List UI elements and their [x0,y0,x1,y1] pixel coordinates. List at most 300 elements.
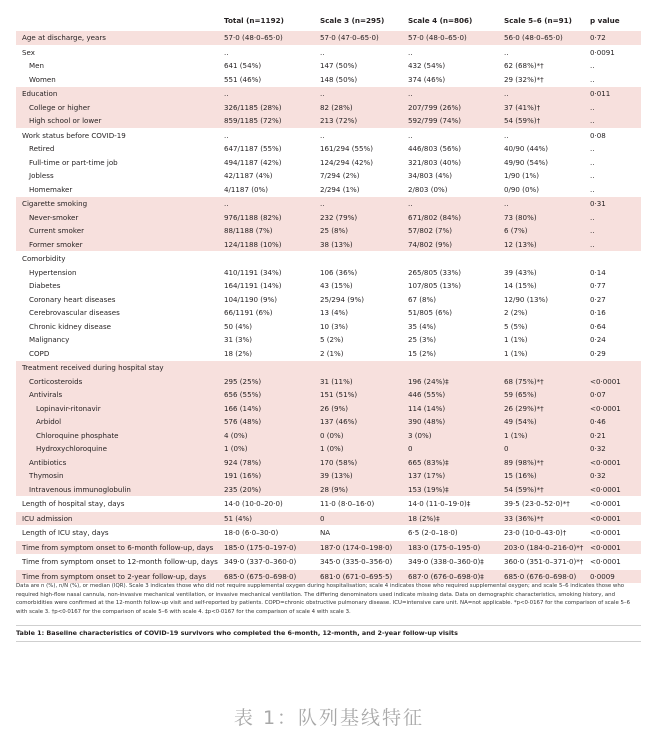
data-cell: .. [408,197,504,211]
data-cell: 59 (65%) [504,388,590,402]
data-cell: 1 (0%) [320,442,408,456]
data-cell: .. [590,238,641,252]
table-row [16,415,641,429]
row-group [16,497,641,512]
row-label: Jobless [16,169,224,183]
data-cell: 137 (46%) [320,415,408,429]
data-cell: 51 (4%) [224,511,320,526]
data-cell: 0·31 [590,197,641,211]
data-cell: 15 (16%) [504,469,590,483]
data-cell: 14 (15%) [504,279,590,293]
data-cell: 494/1187 (42%) [224,156,320,170]
data-cell: 82 (28%) [320,101,408,115]
data-cell: 432 (54%) [408,59,504,73]
data-cell: 31 (11%) [320,375,408,389]
data-cell: 25/294 (9%) [320,293,408,307]
data-cell: 349·0 (337·0–360·0) [224,555,320,570]
table-row [16,361,641,375]
table-row [16,375,641,389]
table-row [16,114,641,128]
data-cell: 25 (8%) [320,224,408,238]
table-row [16,555,641,570]
header-pvalue: p value [590,16,620,25]
row-label: Former smoker [16,238,224,252]
table-row [16,183,641,197]
data-cell: 26 (9%) [320,402,408,416]
data-cell: .. [590,211,641,225]
data-cell: <0·0001 [590,555,641,570]
row-label: Thymosin [16,469,224,483]
table-row [16,333,641,347]
table-frame [16,11,641,642]
data-cell: 151 (51%) [320,388,408,402]
data-cell: 203·0 (184·0–216·0)*† [504,540,590,555]
row-group [16,45,641,87]
data-cell: 187·0 (174·0–198·0) [320,540,408,555]
row-label: Never-smoker [16,211,224,225]
data-cell: 57/802 (7%) [408,224,504,238]
row-label: Chronic kidney disease [16,320,224,334]
data-cell: 924 (78%) [224,456,320,470]
row-group [16,87,641,129]
data-cell [504,252,590,266]
data-cell: .. [504,87,590,101]
data-cell: <0·0001 [590,375,641,389]
row-label: Arbidol [16,415,224,429]
data-cell: 641 (54%) [224,59,320,73]
data-cell: .. [320,87,408,101]
row-group [16,361,641,497]
row-group [16,540,641,555]
data-cell: 6·5 (2·0–18·0) [408,526,504,541]
data-cell: 374 (46%) [408,73,504,87]
data-cell: 10 (3%) [320,320,408,334]
data-cell: 161/294 (55%) [320,142,408,156]
data-cell: 29 (32%)*† [504,73,590,87]
table-row [16,101,641,115]
data-cell: 147 (50%) [320,59,408,73]
data-cell: 166 (14%) [224,402,320,416]
row-label: Work status before COVID-19 [16,128,224,142]
data-cell: 2/294 (1%) [320,183,408,197]
data-cell: 56·0 (48·0–65·0) [504,31,590,46]
row-group [16,569,641,583]
data-cell: 685·0 (676·0–698·0) [504,569,590,583]
data-cell: 107/805 (13%) [408,279,504,293]
table-row [16,156,641,170]
data-cell: 576 (48%) [224,415,320,429]
data-cell: 23·0 (10·0–43·0)† [504,526,590,541]
data-cell: 0·64 [590,320,641,334]
data-cell [408,361,504,375]
data-cell: 28 (9%) [320,483,408,497]
data-cell: 321/803 (40%) [408,156,504,170]
data-cell: 446/803 (56%) [408,142,504,156]
data-cell [408,252,504,266]
data-cell: 265/805 (33%) [408,266,504,280]
table-row [16,456,641,470]
data-cell: 410/1191 (34%) [224,266,320,280]
table-row [16,540,641,555]
data-cell: 1 (1%) [504,347,590,361]
data-cell: 37 (41%)† [504,101,590,115]
row-group [16,31,641,46]
data-cell: 671/802 (84%) [408,211,504,225]
data-cell: 0 (0%) [320,429,408,443]
data-cell: 0·14 [590,266,641,280]
data-cell: 73 (80%) [504,211,590,225]
data-cell: 14·0 (10·0–20·0) [224,497,320,512]
data-cell [504,361,590,375]
data-cell: 124/1188 (10%) [224,238,320,252]
row-label: Time from symptom onset to 2-year follow-up, days [16,569,224,583]
data-cell [320,252,408,266]
data-cell: 0·011 [590,87,641,101]
table-row [16,469,641,483]
header-scale56: Scale 5–6 (n=91) [504,16,572,25]
data-cell: 148 (50%) [320,73,408,87]
data-cell: .. [320,197,408,211]
data-cell [224,361,320,375]
row-label: Hydroxychloroquine [16,442,224,456]
row-label: Sex [16,45,224,59]
data-cell: 0·27 [590,293,641,307]
data-cell: .. [590,101,641,115]
data-cell: 185·0 (175·0–197·0) [224,540,320,555]
data-cell: 25 (3%) [408,333,504,347]
row-label: Treatment received during hospital stay [16,361,224,375]
row-label: ICU admission [16,511,224,526]
table-row [16,211,641,225]
row-label: Men [16,59,224,73]
data-cell [590,361,641,375]
header-cell [16,11,224,31]
data-cell: 681·0 (671·0–695·5) [320,569,408,583]
data-cell: .. [320,128,408,142]
data-cell: 0·29 [590,347,641,361]
data-cell: 89 (98%)*† [504,456,590,470]
row-label: Coronary heart diseases [16,293,224,307]
data-cell: 207/799 (26%) [408,101,504,115]
data-cell: .. [504,128,590,142]
data-cell: 0·46 [590,415,641,429]
row-group [16,511,641,526]
table-row [16,402,641,416]
row-label: Age at discharge, years [16,31,224,46]
data-cell: 1/90 (1%) [504,169,590,183]
data-cell: 38 (13%) [320,238,408,252]
data-cell: 164/1191 (14%) [224,279,320,293]
data-cell: 39·5 (23·0–52·0)*† [504,497,590,512]
data-cell: 66/1191 (6%) [224,306,320,320]
data-cell: .. [590,156,641,170]
data-cell: 0·77 [590,279,641,293]
row-label: Antivirals [16,388,224,402]
row-group [16,252,641,361]
data-cell [320,361,408,375]
data-cell: 3 (0%) [408,429,504,443]
table-row [16,169,641,183]
data-cell: 446 (55%) [408,388,504,402]
data-cell: 170 (58%) [320,456,408,470]
data-cell: 153 (19%)‡ [408,483,504,497]
table-row [16,197,641,211]
data-cell: 18 (2%)‡ [408,511,504,526]
header-total: Total (n=1192) [224,16,284,25]
data-cell: 0 [408,442,504,456]
table-caption: Table 1: Baseline characteristics of COVID-19 survivors who completed the 6-month, 12-month, and 2-year follow-up visits [16,625,641,637]
data-cell: 295 (25%) [224,375,320,389]
data-cell: 0·0009 [590,569,641,583]
data-cell: .. [590,59,641,73]
data-cell: 976/1188 (82%) [224,211,320,225]
data-cell: 68 (75%)*† [504,375,590,389]
header-scale3: Scale 3 (n=295) [320,16,385,25]
row-label: Lopinavir-ritonavir [16,402,224,416]
data-cell: 31 (3%) [224,333,320,347]
table-row [16,429,641,443]
data-cell: 54 (59%)† [504,114,590,128]
data-cell: 345·0 (335·0–356·0) [320,555,408,570]
data-cell: .. [320,45,408,59]
row-label: Chloroquine phosphate [16,429,224,443]
data-cell: 360·0 (351·0–371·0)*† [504,555,590,570]
table-row [16,224,641,238]
table-row [16,87,641,101]
data-cell: 196 (24%)‡ [408,375,504,389]
data-cell: 859/1185 (72%) [224,114,320,128]
data-cell: 4/1187 (0%) [224,183,320,197]
data-cell: 326/1185 (28%) [224,101,320,115]
data-cell: 39 (13%) [320,469,408,483]
row-label: COPD [16,347,224,361]
data-cell: 0·32 [590,469,641,483]
row-label: Education [16,87,224,101]
table-row [16,320,641,334]
table-row [16,279,641,293]
data-cell: 49 (54%) [504,415,590,429]
data-cell: 5 (5%) [504,320,590,334]
data-cell: 390 (48%) [408,415,504,429]
table-row [16,497,641,512]
data-cell: 1 (1%) [504,429,590,443]
row-label: Intravenous immunoglobulin [16,483,224,497]
row-label: Time from symptom onset to 12-month follow-up, days [16,555,224,570]
data-cell: <0·0001 [590,483,641,497]
table-row [16,59,641,73]
data-cell: 4 (0%) [224,429,320,443]
data-cell: .. [590,114,641,128]
data-cell: .. [224,87,320,101]
row-label: Homemaker [16,183,224,197]
data-cell: 13 (4%) [320,306,408,320]
data-cell: 12 (13%) [504,238,590,252]
data-cell: 551 (46%) [224,73,320,87]
data-cell: <0·0001 [590,456,641,470]
data-cell: 67 (8%) [408,293,504,307]
data-cell: 2 (1%) [320,347,408,361]
data-cell: .. [504,45,590,59]
data-cell: 51/805 (6%) [408,306,504,320]
data-cell: 18 (2%) [224,347,320,361]
data-cell: 57·0 (48·0–65·0) [408,31,504,46]
table-row [16,45,641,59]
data-cell: 12/90 (13%) [504,293,590,307]
data-cell: .. [224,128,320,142]
row-label: Antibiotics [16,456,224,470]
data-cell: <0·0001 [590,526,641,541]
data-cell: 1 (1%) [504,333,590,347]
table-row [16,526,641,541]
data-cell: 6 (7%) [504,224,590,238]
row-label: Cerebrovascular diseases [16,306,224,320]
data-cell: .. [408,45,504,59]
data-cell: 57·0 (48·0–65·0) [224,31,320,46]
data-cell: 42/1187 (4%) [224,169,320,183]
data-cell: .. [408,87,504,101]
data-cell: 34/803 (4%) [408,169,504,183]
row-label: Full-time or part-time job [16,156,224,170]
data-cell: 647/1187 (55%) [224,142,320,156]
data-cell: 656 (55%) [224,388,320,402]
row-label: Diabetes [16,279,224,293]
row-group [16,197,641,252]
data-cell: 0 [320,511,408,526]
table-row [16,306,641,320]
data-cell: 1 (0%) [224,442,320,456]
data-cell: NA [320,526,408,541]
data-cell: 0·08 [590,128,641,142]
data-cell: 685·0 (675·0–698·0) [224,569,320,583]
data-cell: 0 [504,442,590,456]
data-cell: 54 (59%)*† [504,483,590,497]
header-scale4: Scale 4 (n=806) [408,16,473,25]
table-row [16,73,641,87]
data-cell: 183·0 (175·0–195·0) [408,540,504,555]
data-cell: <0·0001 [590,497,641,512]
data-cell: 0·16 [590,306,641,320]
data-cell: 39 (43%) [504,266,590,280]
data-cell: 43 (15%) [320,279,408,293]
data-cell: 14·0 (11·0–19·0)‡ [408,497,504,512]
row-label: Cigarette smoking [16,197,224,211]
data-cell: 213 (72%) [320,114,408,128]
data-cell: <0·0001 [590,402,641,416]
row-label: Corticosteroids [16,375,224,389]
data-cell: .. [590,169,641,183]
data-cell [590,252,641,266]
data-cell: .. [224,197,320,211]
data-cell: 74/802 (9%) [408,238,504,252]
table-row [16,266,641,280]
data-cell: 104/1190 (9%) [224,293,320,307]
data-cell: 88/1188 (7%) [224,224,320,238]
data-cell: 232 (79%) [320,211,408,225]
row-label: Women [16,73,224,87]
data-cell: 235 (20%) [224,483,320,497]
table-row [16,511,641,526]
data-cell: 124/294 (42%) [320,156,408,170]
data-cell: 26 (29%)*† [504,402,590,416]
table-row [16,142,641,156]
data-cell: <0·0001 [590,540,641,555]
page-caption: 表 1：队列基线特征 [233,707,425,729]
data-cell: 592/799 (74%) [408,114,504,128]
data-cell: 114 (14%) [408,402,504,416]
table-row [16,31,641,46]
data-cell: .. [504,197,590,211]
row-label: Length of hospital stay, days [16,497,224,512]
data-cell: 665 (83%)‡ [408,456,504,470]
table-header [16,11,641,31]
data-cell: 687·0 (676·0–698·0)‡ [408,569,504,583]
data-cell: .. [224,45,320,59]
data-cell: 2 (2%) [504,306,590,320]
data-cell: 349·0 (338·0–360·0)‡ [408,555,504,570]
data-cell: 11·0 (8·0–16·0) [320,497,408,512]
row-group [16,526,641,541]
table-row [16,442,641,456]
data-cell: 0·32 [590,442,641,456]
row-label: Hypertension [16,266,224,280]
row-label: College or higher [16,101,224,115]
table-row [16,483,641,497]
data-cell: 0/90 (0%) [504,183,590,197]
data-cell: 57·0 (47·0–65·0) [320,31,408,46]
data-cell: 49/90 (54%) [504,156,590,170]
data-cell: 2/803 (0%) [408,183,504,197]
data-cell: <0·0001 [590,511,641,526]
data-cell: 62 (68%)*† [504,59,590,73]
data-cell [224,252,320,266]
data-cell: 33 (36%)*† [504,511,590,526]
row-label: Length of ICU stay, days [16,526,224,541]
data-cell: 137 (17%) [408,469,504,483]
table-row [16,293,641,307]
row-label: Current smoker [16,224,224,238]
data-cell: .. [590,183,641,197]
baseline-characteristics-table [16,11,641,583]
row-label: Comorbidity [16,252,224,266]
data-cell: 50 (4%) [224,320,320,334]
row-group [16,555,641,570]
data-cell: 0·0091 [590,45,641,59]
row-label: High school or lower [16,114,224,128]
data-cell: .. [408,128,504,142]
data-cell: 15 (2%) [408,347,504,361]
data-cell: 0·24 [590,333,641,347]
table-row [16,569,641,583]
row-group [16,128,641,197]
table-row [16,128,641,142]
data-cell: 106 (36%) [320,266,408,280]
table-row [16,347,641,361]
data-cell: 191 (16%) [224,469,320,483]
data-cell: 40/90 (44%) [504,142,590,156]
data-cell: 0·72 [590,31,641,46]
data-cell: 0·07 [590,388,641,402]
table-row [16,252,641,266]
table-row [16,388,641,402]
data-cell: .. [590,73,641,87]
row-label: Malignancy [16,333,224,347]
data-cell: .. [590,142,641,156]
data-cell: 18·0 (6·0–30·0) [224,526,320,541]
row-label: Time from symptom onset to 6-month follow-up, days [16,540,224,555]
data-cell: 35 (4%) [408,320,504,334]
row-label: Retired [16,142,224,156]
table-footnote: Data are n (%), n/N (%), or median (IQR). Scale 3 indicates those who did not require supplemental oxygen during hospitalisation; scale 4 indicates those who required supplemental oxygen; and scale 5–6 indicates those who required high-flow nasal cannula, non-invasive mechanical ventilation, or invasive mechanical ventilation. The differing denominators used indicate missing data. Data on demographic characteristics, smoking history, and comorbidities were confirmed at the 12-month follow-up visit and self-reported by patients. COPD=chronic obstructive pulmonary disease. ICU=intensive care unit. NA=not applicable. *p<0·0167 for the comparison of scale 5–6 with scale 3. †p<0·0167 for the comparison of scale 5–6 with scale 4. ‡p<0·0167 for the comparison of scale 4 with scale 3. [16,583,631,615]
